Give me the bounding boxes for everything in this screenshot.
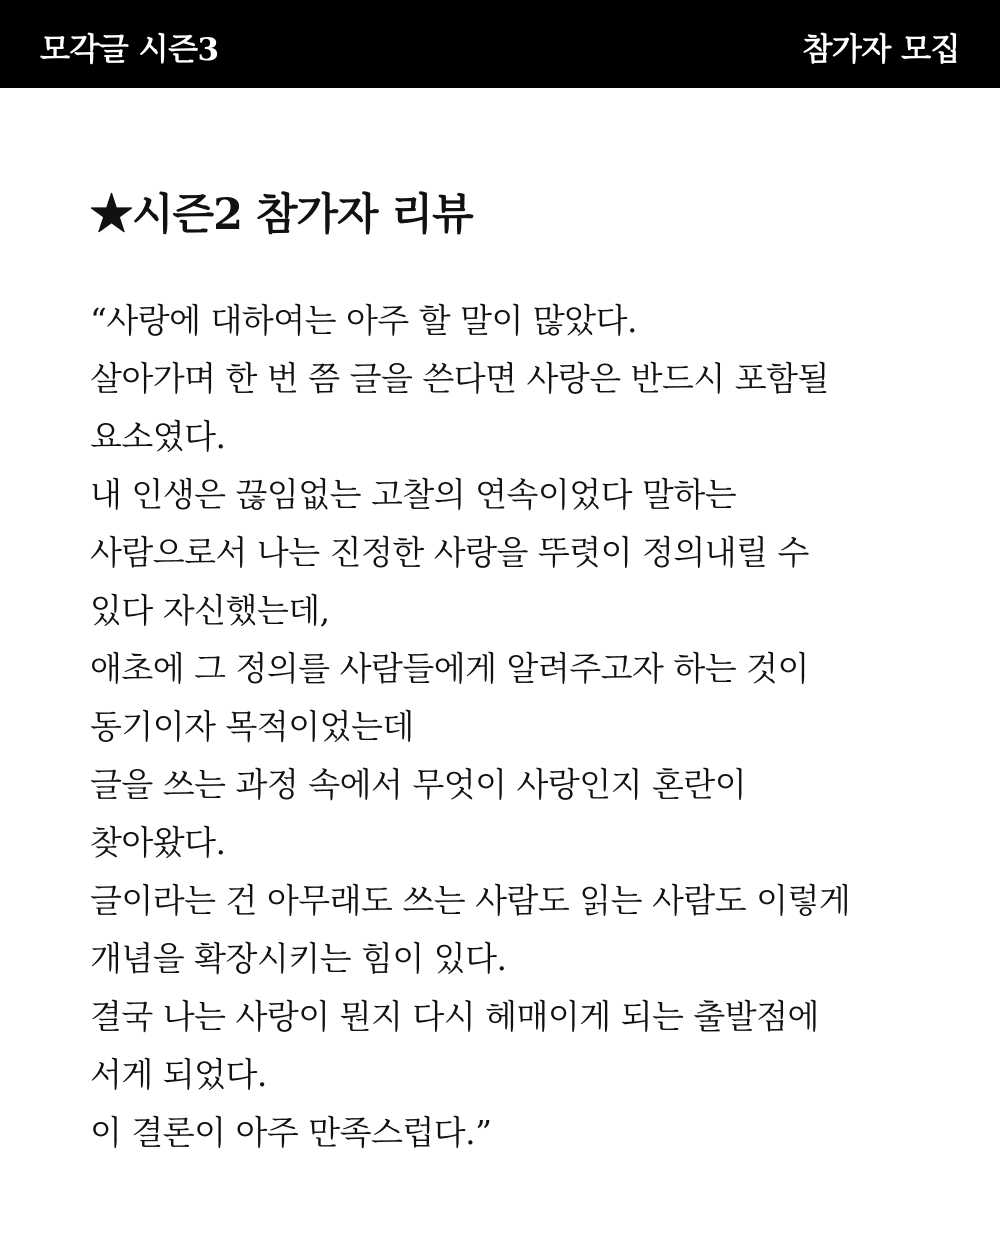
review-line: 사람으로서 나는 진정한 사랑을 뚜렷이 정의내릴 수 bbox=[90, 533, 809, 572]
review-line: 서게 되었다. bbox=[90, 1055, 267, 1094]
review-line: 결국 나는 사랑이 뭔지 다시 헤매이게 되는 출발점에 bbox=[90, 997, 819, 1036]
review-line: 글을 쓰는 과정 속에서 무엇이 사랑인지 혼란이 bbox=[90, 765, 747, 804]
review-line: 내 인생은 끊임없는 고찰의 연속이었다 말하는 bbox=[90, 475, 737, 514]
review-line: “사랑에 대하여는 아주 할 말이 많았다. bbox=[90, 301, 637, 340]
review-quote bbox=[90, 292, 950, 1162]
review-line: 있다 자신했는데, bbox=[90, 591, 330, 630]
review-line: 동기이자 목적이었는데 bbox=[90, 707, 414, 746]
review-line: 이 결론이 아주 만족스럽다.” bbox=[90, 1113, 492, 1152]
series-title: 모각글 시즌3 bbox=[40, 32, 219, 68]
review-line: 개념을 확장시키는 힘이 있다. bbox=[90, 939, 507, 978]
review-line: 찾아왔다. bbox=[90, 823, 226, 862]
section-heading: ★시즌2 참가자 리뷰 bbox=[90, 190, 473, 240]
recruitment-label: 참가자 모집 bbox=[802, 32, 960, 68]
review-line: 살아가며 한 번 쯤 글을 쓴다면 사랑은 반드시 포함될 bbox=[90, 359, 829, 398]
top-banner bbox=[0, 0, 1000, 88]
review-line: 애초에 그 정의를 사람들에게 알려주고자 하는 것이 bbox=[90, 649, 809, 688]
review-line: 요소였다. bbox=[90, 417, 226, 456]
review-line: 글이라는 건 아무래도 쓰는 사람도 읽는 사람도 이렇게 bbox=[90, 881, 851, 920]
